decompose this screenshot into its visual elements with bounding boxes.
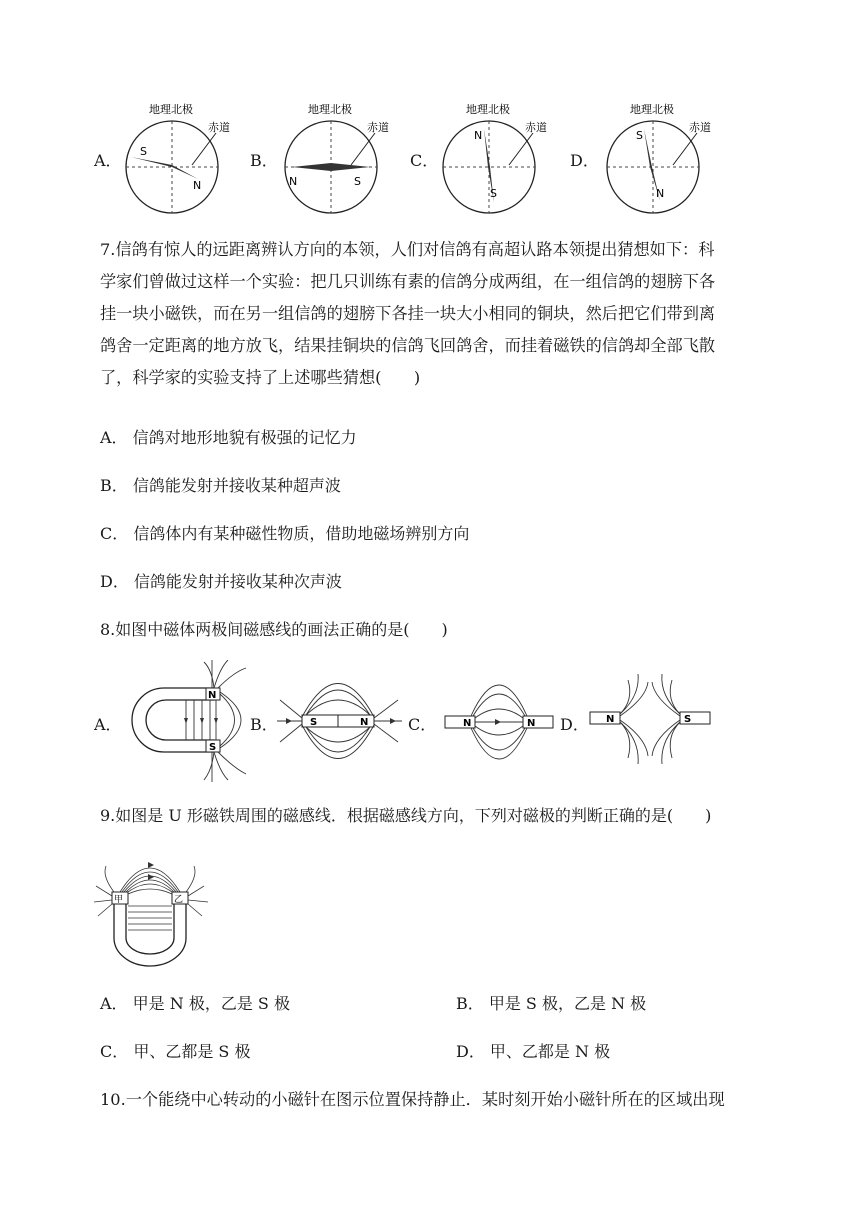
svg-text:N: N — [463, 718, 472, 729]
q6-option-a-letter[interactable]: A． — [94, 151, 122, 170]
svg-text:S: S — [140, 145, 147, 158]
q6-option-b-figure — [274, 95, 404, 219]
q6-options — [0, 95, 860, 225]
q9-option-b[interactable]: B． 甲是 S 极，乙是 N 极 — [456, 994, 647, 1013]
q7-option-d[interactable]: D． 信鸽能发射并接收某种次声波 — [100, 572, 342, 591]
svg-text:N: N — [208, 690, 217, 701]
needle — [131, 157, 198, 179]
needle — [292, 163, 370, 171]
q6-option-d-letter[interactable]: D． — [570, 151, 599, 170]
north-pole-label: 地理北极 — [149, 103, 193, 116]
svg-text:地理北极: 地理北极 — [630, 103, 674, 116]
q6-option-b-letter[interactable]: B． — [250, 151, 278, 170]
svg-text:地理北极: 地理北极 — [466, 103, 510, 116]
q7-stem — [100, 234, 760, 394]
q10-stem: 10.一个能绕中心转动的小磁针在图示位置保持静止．某时刻开始小磁针所在的区域出现 — [100, 1090, 725, 1109]
svg-text:N: N — [289, 175, 298, 188]
svg-text:S: S — [490, 187, 497, 200]
q8-options — [0, 660, 860, 785]
q8-option-b-figure — [272, 660, 407, 782]
svg-text:甲: 甲 — [114, 895, 124, 905]
q9-figure — [92, 846, 210, 970]
svg-text:S: S — [310, 717, 318, 728]
svg-text:N: N — [193, 179, 202, 192]
q8-option-c-figure — [435, 660, 565, 782]
q7-option-b[interactable]: B． 信鸽能发射并接收某种超声波 — [100, 476, 341, 495]
q8-option-a-letter[interactable]: A． — [94, 715, 122, 734]
svg-text:S: S — [209, 742, 217, 753]
q7-line: 学家们曾做过这样一个实验：把几只训练有素的信鸽分成两组，在一组信鸽的翅膀下各 — [100, 272, 716, 291]
svg-text:N: N — [474, 129, 483, 142]
svg-text:地理北极: 地理北极 — [308, 103, 352, 116]
q6-option-c-figure — [432, 95, 562, 219]
svg-text:N: N — [606, 714, 615, 725]
q9-stem: 9.如图是 U 形磁铁周围的磁感线．根据磁感线方向，下列对磁极的判断正确的是( ) — [100, 806, 712, 825]
q8-option-a-figure — [124, 660, 264, 782]
q8-stem: 8.如图中磁体两极间磁感线的画法正确的是( ) — [100, 620, 448, 639]
q8-option-b-letter[interactable]: B． — [250, 715, 278, 734]
q7-option-c[interactable]: C． 信鸽体内有某种磁性物质，借助地磁场辨别方向 — [100, 524, 470, 543]
q7-line: 7.信鸽有惊人的远距离辨认方向的本领，人们对信鸽有高超认路本领提出猜想如下：科 — [100, 240, 715, 259]
svg-text:N: N — [527, 718, 536, 729]
svg-text:S: S — [636, 129, 643, 142]
svg-text:赤道: 赤道 — [367, 121, 389, 134]
svg-text:赤道: 赤道 — [525, 121, 547, 134]
svg-text:赤道: 赤道 — [689, 121, 711, 134]
q6-option-d-figure — [596, 95, 726, 219]
svg-text:N: N — [360, 717, 369, 728]
equator-label: 赤道 — [208, 121, 230, 134]
q7-line: 鸽舍一定距离的地方放飞，结果挂铜块的信鸽飞回鸽舍，而挂着磁铁的信鸽却全部飞散 — [100, 336, 716, 355]
q7-option-a[interactable]: A． 信鸽对地形地貌有极强的记忆力 — [100, 428, 357, 447]
q9-option-c[interactable]: C． 甲、乙都是 S 极 — [100, 1042, 251, 1061]
svg-text:S: S — [684, 714, 692, 725]
q6-option-a-figure — [115, 95, 245, 219]
q8-option-d-letter[interactable]: D． — [560, 715, 589, 734]
q9-option-a[interactable]: A． 甲是 N 极，乙是 S 极 — [100, 994, 290, 1013]
svg-text:S: S — [354, 175, 361, 188]
q8-option-d-figure — [588, 660, 713, 782]
q8-option-c-letter[interactable]: C． — [408, 715, 437, 734]
q9-option-d[interactable]: D． 甲、乙都是 N 极 — [456, 1042, 611, 1061]
q6-option-c-letter[interactable]: C． — [410, 151, 439, 170]
q7-line: 了，科学家的实验支持了上述哪些猜想( ) — [100, 368, 421, 387]
q7-line: 挂一块小磁铁，而在另一组信鸽的翅膀下各挂一块大小相同的铜块，然后把它们带到离 — [100, 304, 716, 323]
svg-text:N: N — [656, 187, 665, 200]
svg-text:乙: 乙 — [174, 895, 184, 905]
